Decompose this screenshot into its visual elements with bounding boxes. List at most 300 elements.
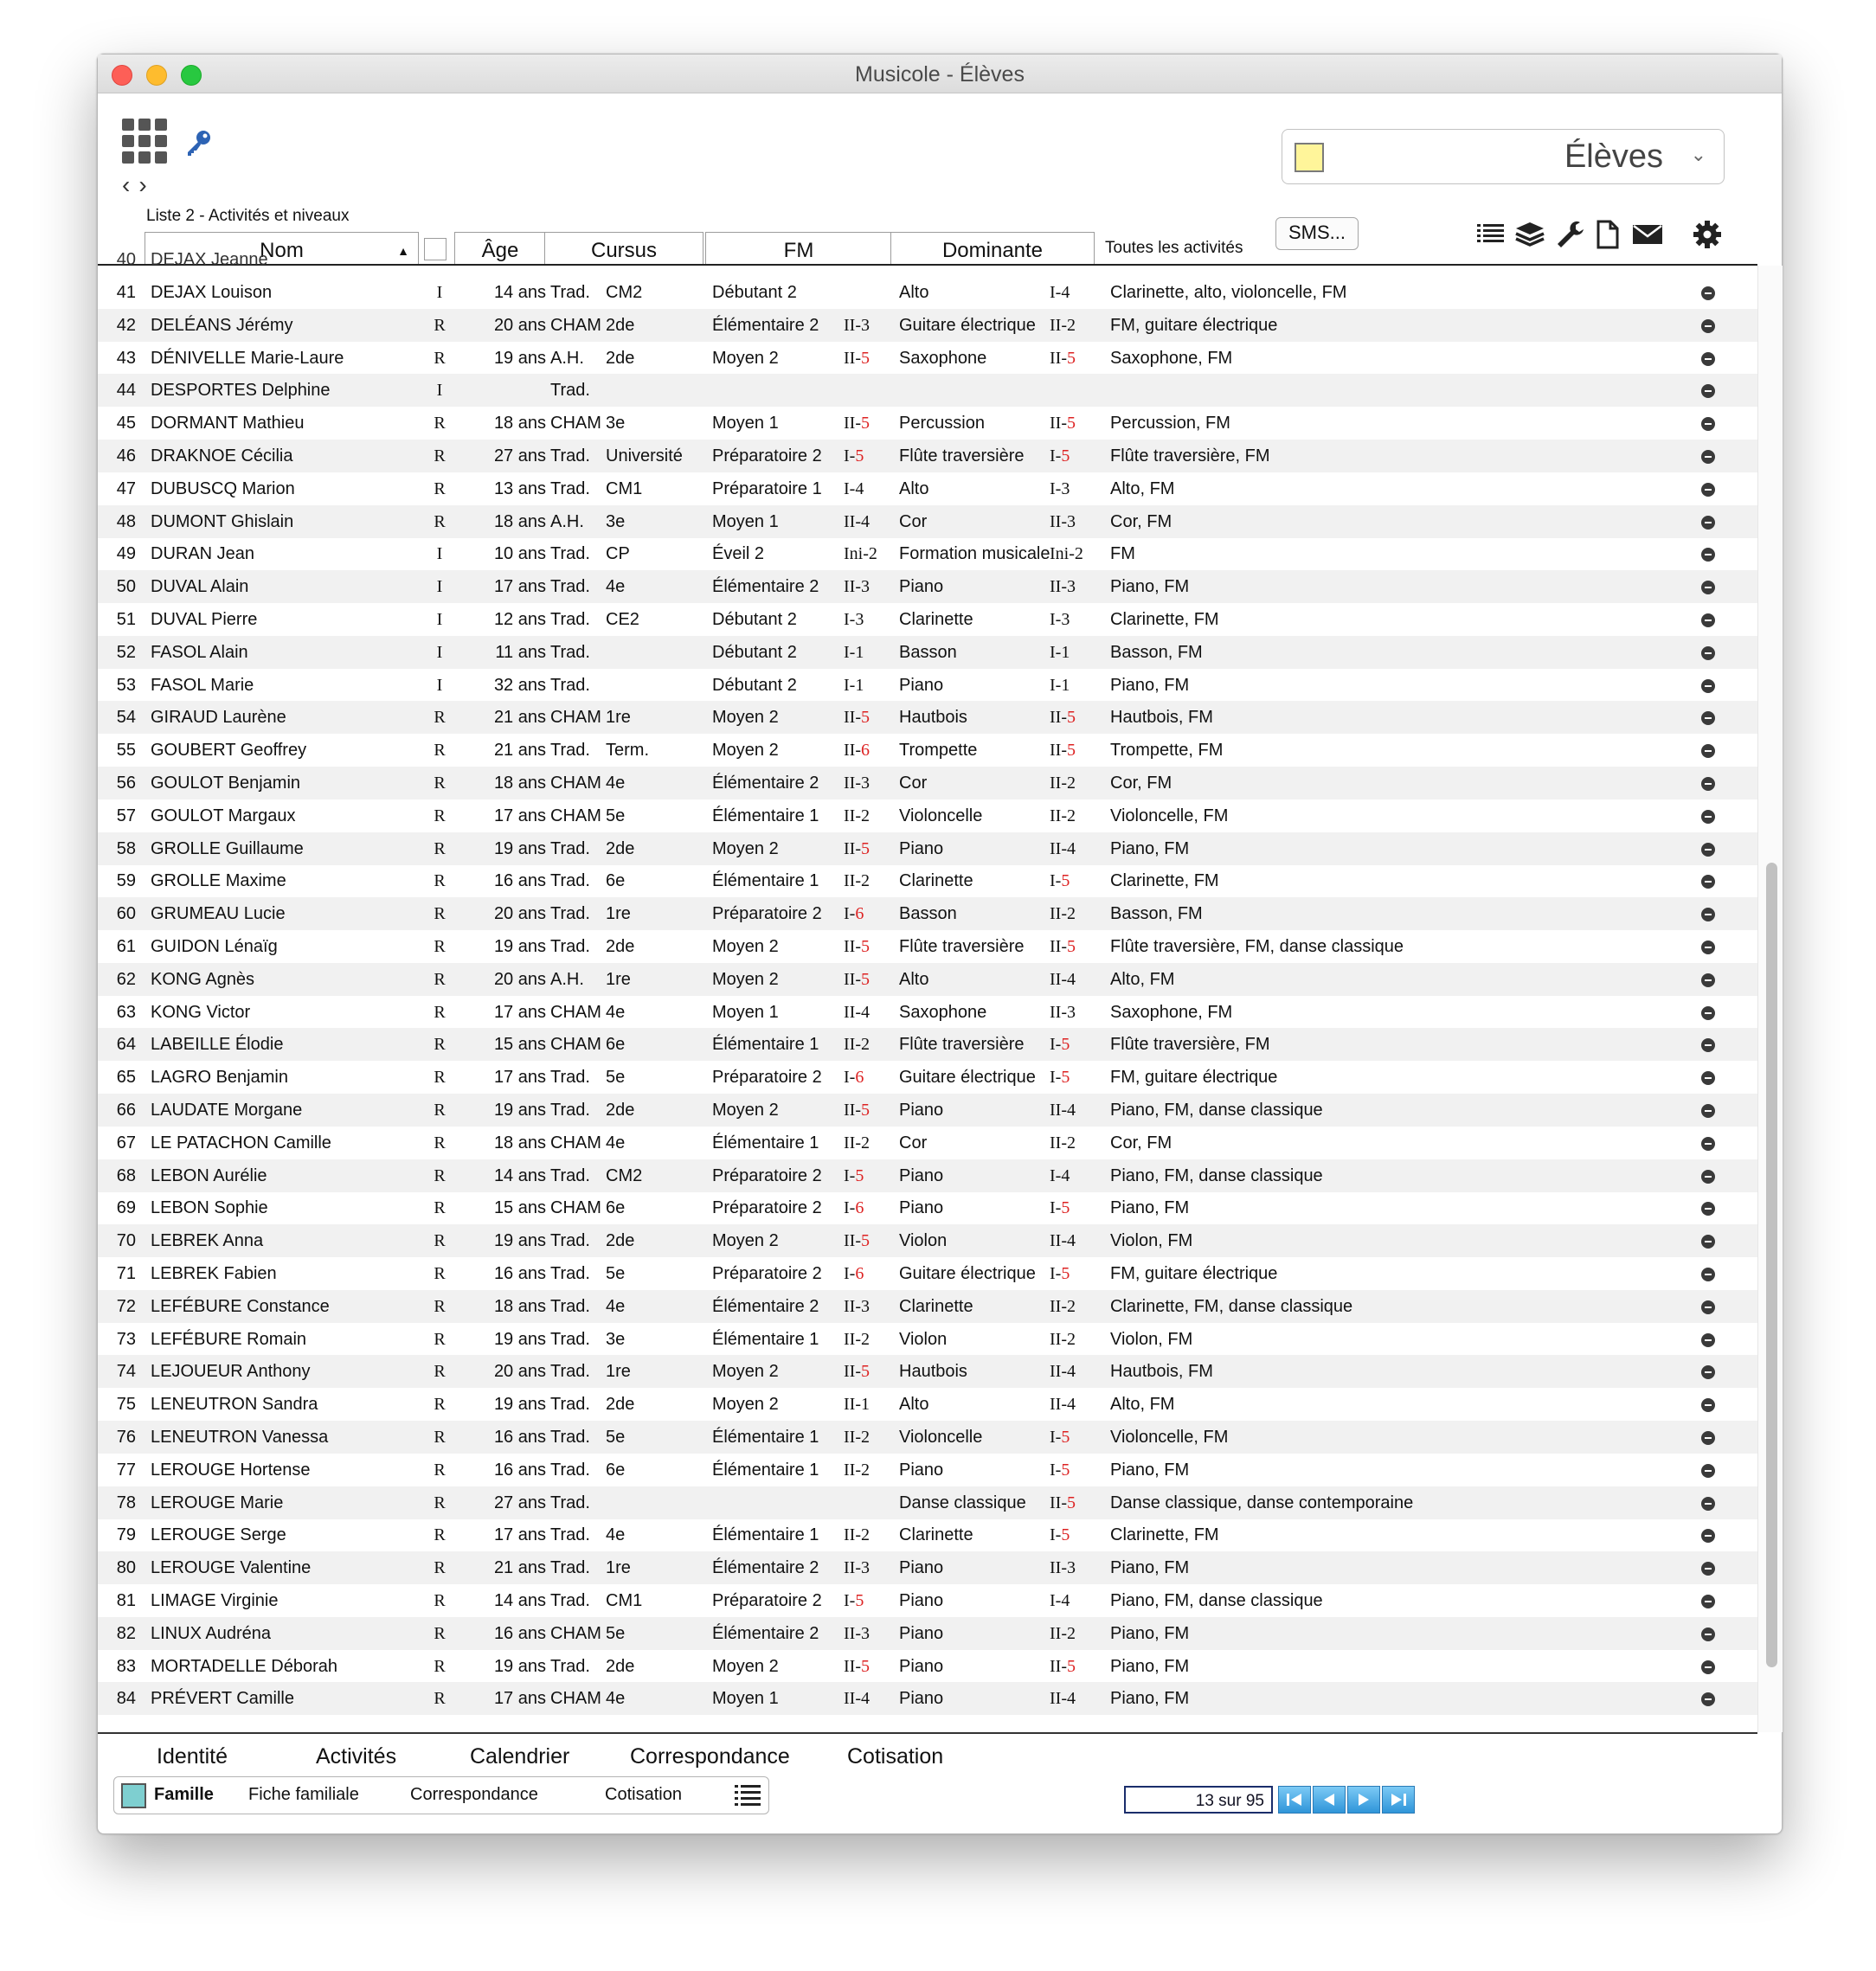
first-record-icon[interactable] [1278,1786,1311,1814]
table-row[interactable] [98,1323,1757,1356]
tab-cotisation[interactable]: Cotisation [847,1744,944,1769]
forward-arrow-icon[interactable]: › [138,171,156,198]
dominante-cycle-prefix: II- [1050,806,1067,825]
table-row[interactable] [98,537,1757,570]
activities-list: Basson, FM [1110,904,1203,924]
fm-level: Élémentaire 2 [712,315,819,335]
student-age: 14 ans [493,283,546,302]
activities-list: Basson, FM [1110,642,1203,662]
fm-cycle-number: 3 [860,577,870,597]
status-code: R [434,1525,446,1545]
table-selector-dropdown[interactable] [1282,129,1725,184]
activities-list: FM [1110,544,1135,564]
fm-cycle [844,1650,870,1683]
table-row[interactable] [98,963,1757,996]
dominante-cycle [1050,309,1076,342]
dominante-cycle-number: 4 [1066,1101,1076,1120]
fm-cycle-number: 2 [860,1460,870,1480]
dominante-instrument: Saxophone [899,1002,987,1022]
dominante-cycle-prefix: II- [1050,348,1067,368]
fm-level: Débutant 2 [712,642,797,662]
fm-cycle-prefix: II- [844,1395,861,1415]
famille-cotisation[interactable]: Cotisation [605,1785,682,1804]
dominante-cycle-number: 4 [1066,1362,1076,1382]
row-number: 46 [116,446,136,465]
fm-level: Moyen 2 [712,1231,779,1251]
activities-list: Danse classique, danse contemporaine [1110,1493,1414,1512]
activities-list: Clarinette, FM [1110,871,1219,891]
dominante-instrument: Violon [899,1231,948,1251]
remove-row-icon[interactable] [1701,1464,1715,1478]
remove-row-icon[interactable] [1701,1038,1715,1052]
dominante-cycle [1050,734,1076,767]
table-row[interactable] [98,1257,1757,1290]
dominante-instrument: Clarinette [899,1525,973,1545]
status-code: R [434,478,446,498]
table-row[interactable] [98,930,1757,963]
dominante-cycle-number: 3 [1066,1002,1076,1022]
fm-cycle [844,1257,864,1290]
previous-record-icon[interactable] [1313,1786,1346,1814]
cursus-class: 5e [606,1623,626,1643]
fm-cycle [844,1551,870,1584]
cursus-class: 2de [606,937,635,956]
scrollbar-thumb[interactable] [1766,863,1777,1667]
dominante-cycle-prefix: I- [1050,1198,1062,1218]
fm-cycle-number: 5 [860,708,870,728]
fm-cycle [844,1094,870,1127]
tab-identite[interactable]: Identité [157,1744,228,1769]
table-row[interactable] [98,832,1757,865]
dominante-cycle-prefix: II- [1050,708,1067,728]
remove-row-icon[interactable] [1701,286,1715,300]
row-number: 41 [116,283,136,302]
table-bottom-divider [98,1732,1757,1734]
fm-cycle-number: 2 [860,1133,870,1152]
status-code: R [434,806,446,825]
key-icon[interactable] [183,128,214,164]
dominante-cycle [1050,669,1070,702]
student-age: 27 ans [493,446,546,465]
status-code: R [434,937,446,956]
remove-row-icon[interactable] [1701,679,1715,693]
activities-list: Hautbois, FM [1110,1362,1213,1382]
status-code: R [434,348,446,368]
fm-cycle-prefix: II- [844,1329,861,1349]
fm-cycle-prefix: II- [844,937,861,956]
fm-cycle [844,505,870,538]
famille-fiche-familiale[interactable]: Fiche familiale [248,1785,359,1804]
fm-cycle [844,701,870,734]
student-age: 16 ans [493,1623,546,1643]
cursus-type: Trad. [550,1558,590,1578]
dominante-instrument: Flûte traversière [899,1035,1025,1055]
table-row[interactable] [98,472,1757,505]
table-row[interactable] [98,1454,1757,1486]
remove-row-icon[interactable] [1701,1628,1715,1641]
table-row[interactable] [98,603,1757,636]
remove-row-icon[interactable] [1701,711,1715,725]
status-code: R [434,1656,446,1676]
cursus-class: 6e [606,1460,626,1480]
remove-row-icon[interactable] [1701,450,1715,464]
fm-cycle [844,1323,870,1356]
row-number: 66 [116,1101,136,1120]
cursus-class: 1re [606,1362,631,1382]
remove-row-icon[interactable] [1701,777,1715,791]
activities-list: Piano, FM, danse classique [1110,1165,1323,1185]
dominante-cycle-number: 5 [1061,1198,1070,1218]
famille-label[interactable]: Famille [154,1785,214,1804]
table-row[interactable] [98,1551,1757,1584]
famille-correspondance[interactable]: Correspondance [410,1785,538,1804]
cursus-class: 5e [606,1428,626,1447]
fm-cycle [844,897,864,930]
table-row[interactable] [98,1224,1757,1257]
remove-row-icon[interactable] [1701,548,1715,562]
table-row[interactable] [98,570,1757,603]
table-row[interactable] [98,864,1757,897]
student-name: DÉNIVELLE Marie-Laure [151,348,344,368]
last-record-icon[interactable] [1382,1786,1415,1814]
cursus-type: Trad. [550,642,590,662]
remove-row-icon[interactable] [1701,352,1715,366]
remove-row-icon[interactable] [1701,1595,1715,1608]
fm-cycle-prefix: II- [844,1558,861,1578]
remove-row-icon[interactable] [1701,417,1715,431]
remove-row-icon[interactable] [1701,941,1715,954]
remove-row-icon[interactable] [1701,744,1715,758]
dominante-cycle-prefix: I- [1050,1460,1062,1480]
vertical-scrollbar[interactable] [1757,266,1783,1732]
student-name: LEBON Sophie [151,1198,268,1218]
fm-level: Moyen 2 [712,1101,779,1120]
remove-row-icon[interactable] [1701,1497,1715,1511]
remove-row-icon[interactable] [1701,613,1715,627]
fm-level: Élémentaire 1 [712,1428,819,1447]
cursus-class: CM2 [606,283,643,302]
remove-row-icon[interactable] [1701,1104,1715,1118]
student-name: LABEILLE Élodie [151,1035,284,1055]
table-row[interactable] [98,1486,1757,1519]
dominante-cycle [1050,1127,1076,1159]
activities-list: Piano, FM [1110,1689,1190,1709]
row-name: DEJAX Jeanne [151,250,268,269]
remove-row-icon[interactable] [1701,908,1715,921]
fm-cycle-number: 1 [860,1395,870,1415]
cursus-type: CHAM [550,1198,601,1218]
table-row[interactable] [98,1028,1757,1061]
table-row[interactable] [98,374,1757,407]
fm-level: Préparatoire 2 [712,1068,822,1088]
remove-row-icon[interactable] [1701,1562,1715,1576]
dominante-cycle-prefix: II- [1050,904,1067,924]
table-row[interactable] [98,1650,1757,1683]
cursus-class: 6e [606,1035,626,1055]
row-number: 62 [116,969,136,989]
fm-cycle-prefix: I- [844,642,856,662]
dominante-cycle [1050,701,1076,734]
status-code: I [436,283,443,302]
remove-row-icon[interactable] [1701,319,1715,333]
dominante-cycle [1050,1061,1070,1094]
activities-list: Piano, FM, danse classique [1110,1101,1323,1120]
table-row[interactable] [98,1682,1757,1715]
table-row[interactable] [98,276,1757,309]
activities-list: Clarinette, FM, danse classique [1110,1296,1353,1316]
remove-row-icon[interactable] [1701,1006,1715,1020]
dominante-instrument: Clarinette [899,1296,973,1316]
table-row[interactable] [98,1518,1757,1551]
table-row[interactable] [98,996,1757,1029]
cursus-type: Trad. [550,544,590,564]
fm-cycle-prefix: II- [844,1460,861,1480]
student-name: DESPORTES Delphine [151,381,331,401]
dominante-cycle-prefix: I- [1050,446,1062,465]
column-header-cursus[interactable]: Cursus [544,232,704,265]
table-row[interactable] [98,1421,1757,1454]
dominante-cycle-prefix: II- [1050,1362,1067,1382]
back-arrow-icon[interactable]: ‹ [122,171,139,198]
dominante-cycle [1050,342,1076,375]
table-row[interactable] [98,701,1757,734]
fm-cycle-number: 4 [860,511,870,531]
fm-level: Élémentaire 2 [712,1558,819,1578]
table-row[interactable] [98,309,1757,342]
cursus-type: CHAM [550,1623,601,1643]
grid-menu-icon[interactable] [122,119,167,164]
row-number: 70 [116,1231,136,1251]
fm-cycle-prefix: II- [844,1525,861,1545]
fm-cycle-prefix: II- [844,511,861,531]
remove-row-icon[interactable] [1701,1333,1715,1347]
remove-row-icon[interactable] [1701,1170,1715,1184]
table-row[interactable] [98,734,1757,767]
dominante-instrument: Cor [899,511,928,531]
table-row[interactable] [98,1355,1757,1388]
student-name: LE PATACHON Camille [151,1133,331,1152]
fm-cycle [844,996,870,1029]
dominante-cycle-number: 3 [1066,511,1076,531]
fm-cycle [844,603,864,636]
student-name: GIRAUD Laurène [151,708,286,728]
cursus-class: CP [606,544,630,564]
table-row[interactable] [98,342,1757,375]
table-row-partial[interactable] [98,243,1757,276]
column-header-age[interactable]: Âge [454,232,546,265]
dominante-cycle [1050,1224,1076,1257]
remove-row-icon[interactable] [1701,384,1715,398]
tab-calendrier[interactable]: Calendrier [470,1744,570,1769]
status-code: R [434,1623,446,1643]
student-age: 17 ans [493,577,546,597]
table-row[interactable] [98,897,1757,930]
dominante-cycle [1050,1257,1070,1290]
activities-list: Alto, FM [1110,1395,1175,1415]
fm-cycle-prefix: Ini- [844,544,869,564]
selector-label: Élèves [1564,138,1663,175]
cursus-class: CE2 [606,610,639,629]
remove-row-icon[interactable] [1701,810,1715,824]
next-record-icon[interactable] [1347,1786,1380,1814]
status-code: R [434,1329,446,1349]
column-header-activites[interactable]: Toutes les activités [1105,239,1243,257]
remove-row-icon[interactable] [1701,1235,1715,1249]
dominante-cycle-prefix: I- [1050,1525,1062,1545]
table-row[interactable] [98,407,1757,440]
row-number: 78 [116,1493,136,1512]
fm-level: Moyen 2 [712,1362,779,1382]
table-row[interactable] [98,1191,1757,1224]
fm-cycle-prefix: II- [844,1689,861,1709]
table-row[interactable] [98,1617,1757,1650]
row-number: 82 [116,1623,136,1643]
remove-row-icon[interactable] [1701,1365,1715,1379]
remove-row-icon[interactable] [1701,843,1715,857]
status-code: R [434,1231,446,1251]
remove-row-icon[interactable] [1701,973,1715,987]
table-row[interactable] [98,1584,1757,1617]
student-age: 18 ans [493,414,546,433]
table-row[interactable] [98,1290,1757,1323]
tab-activites[interactable]: Activités [316,1744,397,1769]
fm-level: Élémentaire 1 [712,1525,819,1545]
fm-cycle [844,963,870,996]
dominante-cycle [1050,1159,1070,1192]
fm-level: Moyen 1 [712,1002,779,1022]
fm-cycle-prefix: II- [844,1231,861,1251]
column-header-fm[interactable]: FM [705,232,892,265]
student-name: LEBREK Fabien [151,1264,277,1283]
fm-cycle-prefix: II- [844,1133,861,1152]
fm-level: Élémentaire 2 [712,1623,819,1643]
remove-row-icon[interactable] [1701,483,1715,497]
remove-row-icon[interactable] [1701,1268,1715,1281]
remove-row-icon[interactable] [1701,1529,1715,1543]
fm-level: Moyen 2 [712,838,779,858]
cursus-type: CHAM [550,806,601,825]
dominante-cycle-number: 4 [1061,1165,1070,1185]
table-row[interactable] [98,505,1757,538]
dominante-cycle [1050,1617,1076,1650]
table-row[interactable] [98,636,1757,669]
table-row[interactable] [98,1094,1757,1127]
remove-row-icon[interactable] [1701,581,1715,594]
app-window [97,54,1783,1834]
fm-cycle [844,734,870,767]
activities-list: Piano, FM [1110,1460,1190,1480]
cursus-type: Trad. [550,381,590,401]
dominante-instrument: Piano [899,675,944,695]
cursus-type: Trad. [550,1460,590,1480]
dominante-cycle [1050,1682,1076,1715]
status-code: R [434,1362,446,1382]
student-age: 32 ans [493,675,546,695]
list-icon[interactable] [734,1782,761,1808]
remove-row-icon[interactable] [1701,1660,1715,1674]
fm-cycle-prefix: I- [844,1198,856,1218]
dominante-instrument: Piano [899,1558,944,1578]
fm-cycle-number: 3 [860,315,870,335]
table-row[interactable] [98,767,1757,799]
fm-cycle-number: 2 [860,1525,870,1545]
remove-row-icon[interactable] [1701,1692,1715,1706]
table-row[interactable] [98,1127,1757,1159]
fm-level: Moyen 2 [712,969,779,989]
remove-row-icon[interactable] [1701,1137,1715,1151]
fm-cycle-number: 6 [855,1264,864,1283]
fm-cycle [844,864,870,897]
student-name: DUBUSCQ Marion [151,478,295,498]
student-age: 20 ans [493,969,546,989]
row-number: 57 [116,806,136,825]
cursus-class: 6e [606,871,626,891]
status-code: R [434,969,446,989]
table-row[interactable] [98,669,1757,702]
dominante-cycle-number: 5 [1066,937,1076,956]
student-age: 19 ans [493,1101,546,1120]
column-header-dominante[interactable]: Dominante [890,232,1095,265]
dominante-cycle-number: 4 [1066,969,1076,989]
student-name: KONG Agnès [151,969,255,989]
student-name: DURAN Jean [151,544,255,564]
table-row[interactable] [98,1159,1757,1192]
fm-cycle-prefix: II- [844,1656,861,1676]
remove-row-icon[interactable] [1701,1398,1715,1412]
table-row[interactable] [98,799,1757,832]
cursus-class: 5e [606,1068,626,1088]
sms-button[interactable]: SMS... [1275,217,1359,250]
fm-cycle [844,1518,870,1551]
row-number: 42 [116,315,136,335]
remove-row-icon[interactable] [1701,1202,1715,1216]
dominante-cycle-number: 4 [1066,838,1076,858]
cursus-class: 2de [606,1101,635,1120]
fm-cycle [844,1224,870,1257]
remove-row-icon[interactable] [1701,516,1715,530]
dominante-cycle-number: 2 [1066,1296,1076,1316]
dominante-cycle-number: 4 [1061,283,1070,302]
fm-level: Débutant 2 [712,283,797,302]
fm-cycle [844,1584,864,1617]
remove-row-icon[interactable] [1701,1431,1715,1445]
row-number: 71 [116,1264,136,1283]
fm-cycle-number: 2 [860,1329,870,1349]
activities-list: Percussion, FM [1110,414,1230,433]
table-row[interactable] [98,1061,1757,1094]
dominante-cycle-number: 1 [1061,642,1070,662]
table-row[interactable] [98,440,1757,472]
fm-level: Éveil 2 [712,544,765,564]
remove-row-icon[interactable] [1701,1300,1715,1314]
fm-level: Moyen 2 [712,708,779,728]
dominante-cycle [1050,1584,1070,1617]
dominante-cycle-prefix: II- [1050,414,1067,433]
activities-list: Clarinette, FM [1110,610,1219,629]
remove-row-icon[interactable] [1701,1071,1715,1085]
remove-row-icon[interactable] [1701,875,1715,889]
student-name: MORTADELLE Déborah [151,1656,338,1676]
remove-row-icon[interactable] [1701,646,1715,660]
fm-cycle-number: 2 [860,806,870,825]
dominante-cycle-prefix: II- [1050,1493,1067,1512]
dominante-cycle [1050,1290,1076,1323]
dominante-instrument: Formation musicale [899,544,1050,564]
table-row[interactable] [98,1388,1757,1421]
student-name: LEROUGE Marie [151,1493,284,1512]
tab-correspondance[interactable]: Correspondance [630,1744,790,1769]
cursus-type: CHAM [550,1133,601,1152]
